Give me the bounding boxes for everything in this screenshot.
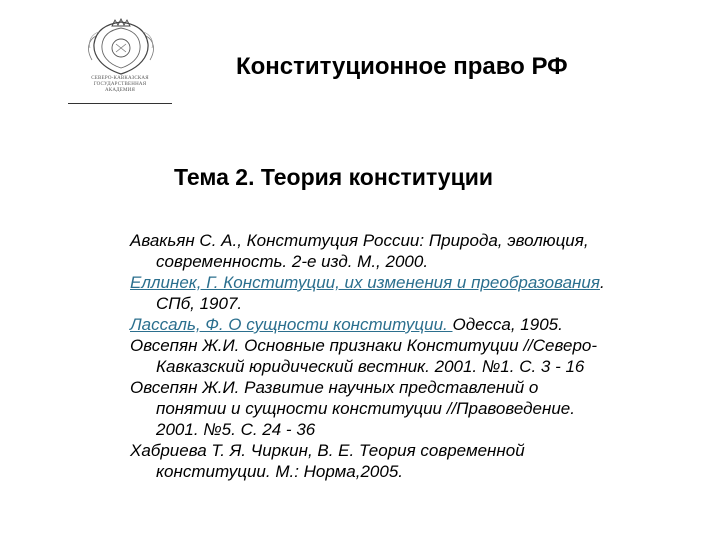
reference-item bbox=[130, 314, 610, 335]
reference-item bbox=[130, 230, 610, 272]
reference-list bbox=[130, 230, 610, 482]
emblem-caption-line: СЕВЕРО-КАВКАЗСКАЯ bbox=[91, 76, 149, 81]
emblem-caption bbox=[66, 76, 174, 94]
logo-divider bbox=[68, 103, 172, 104]
emblem-caption-line: ГОСУДАРСТВЕННАЯ bbox=[93, 82, 147, 87]
course-title: Конституционное право РФ bbox=[236, 53, 568, 80]
topic-title: Тема 2. Теория конституции bbox=[174, 164, 493, 190]
academy-emblem-logo bbox=[66, 18, 176, 110]
reference-text: Овсепян Ж.И. Основные признаки Конституции //Северо-Кавказский юридический вестник. 2001. №1. С. 3 - 16 bbox=[130, 336, 598, 376]
reference-link[interactable]: Еллинек, Г. Конституции, их изменения и преобразования bbox=[130, 273, 600, 292]
coat-of-arms-icon bbox=[66, 18, 176, 78]
reference-text: Хабриева Т. Я. Чиркин, В. Е. Теория современной конституции. М.: Норма,2005. bbox=[130, 441, 525, 481]
reference-text: . СПб, 1907. bbox=[156, 273, 605, 313]
reference-item bbox=[130, 440, 610, 482]
reference-text: Одесса, 1905. bbox=[452, 315, 563, 334]
reference-item bbox=[130, 377, 610, 440]
reference-text: Авакьян С. А., Конституция России: Природа, эволюция, современность. 2-е изд. М., 2000. bbox=[130, 231, 589, 271]
emblem-caption-line: АКАДЕМИЯ bbox=[104, 88, 135, 93]
reference-item bbox=[130, 272, 610, 314]
reference-item bbox=[130, 335, 610, 377]
reference-text: Овсепян Ж.И. Развитие научных представлений о понятии и сущности конституции //Правоведение. 2001. №5. С. 24 - 36 bbox=[130, 378, 575, 439]
reference-link[interactable]: Лассаль, Ф. О сущности конституции. bbox=[130, 315, 453, 334]
